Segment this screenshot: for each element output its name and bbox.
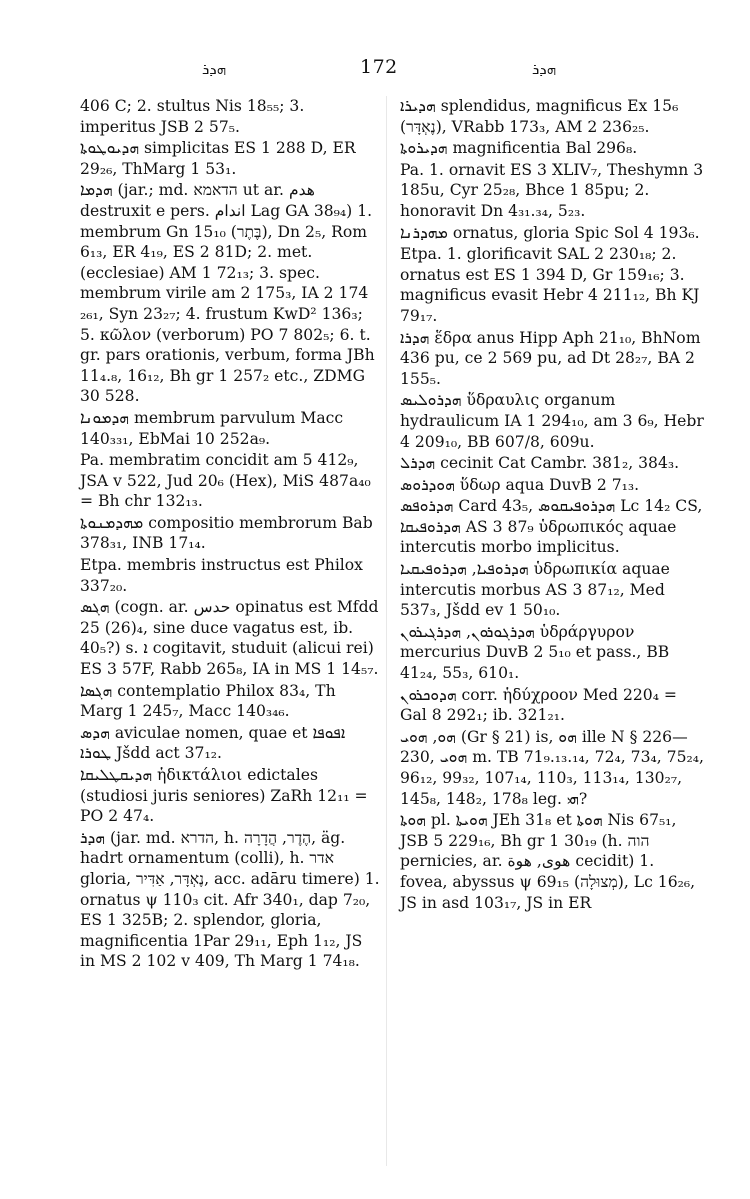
- entry-text: Etpa. 1. glorificavit SAL 2 230₁₈; 2. ornatus est ES 1 394 D, Gr 159₁₆; 3. magnificus evasit Hebr 4 211₁₂, Bh KJ 79₁₇.: [400, 245, 700, 325]
- entry-text: ܡܗܕܪܢܐ ornatus, gloria Spic Sol 4 193₆.: [400, 223, 700, 242]
- page-number: 172: [360, 56, 398, 78]
- entry-text: ܗܕܡܘܢܐ membrum parvulum Macc 140₃₃₁, EbMai 10 252a₉.: [80, 408, 344, 448]
- column-divider: [386, 96, 387, 1166]
- header-right-catchword: ܗܕܪ: [532, 60, 557, 78]
- right-column: [400, 96, 706, 914]
- entry-text: ܗܕܪܐ ἕδρα anus Hipp Aph 21₁₀, BhNom 436 pu, ce 2 569 pu, ad Dt 28₂₇, BA 2 155₅.: [400, 328, 701, 388]
- entry-text: ܗܕܝܘܛܘܬܐ simplicitas ES 1 288 D, ER 29₂₆, ThMarg 1 53₁.: [80, 139, 356, 178]
- entry-text: ܗܕܪܠ cecinit Cat Cambr. 381₂, 384₃.: [400, 454, 680, 473]
- page-header: [70, 56, 690, 86]
- entry-text: ܗܕܪܘܦܝܐ, ܗܕܪܘܦܝܩܝܐ ὑδρωπικία aquae intercutis morbus AS 3 87₁₂, Med 537₃, Jšdd ev 1 50₁₀.: [400, 560, 670, 620]
- entry-text: ܗܓܣܐ contemplatio Philox 83₄, Th Marg 1 245₇, Macc 140₃₄₆.: [80, 681, 336, 721]
- entry-text: ܗܕܪܘܦܣ Card 43₅, ܗܕܪܘܦܝܩܘܣ Lc 14₂ CS, ܗܕܪܘܦܝܩܐ AS 3 87₉ ὑδρωπικός aquae intercutis morbo implicitus.: [400, 497, 703, 557]
- entry-text: ܗܕܝܪܐ splendidus, magnificus Ex 15₆ (נֶאְדָּר), VRabb 173₃, AM 2 236₂₅.: [400, 97, 679, 136]
- entry-text: Etpa. membris instructus est Philox 337₂₀.: [80, 556, 363, 595]
- left-column: [80, 96, 380, 973]
- entry-text: ܗܕܝܩܛܠܝܩܐ ἡδικτάλιοι edictales (studiosi juris seniores) ZaRh 12₁₁ = PO 2 47₄.: [80, 766, 368, 826]
- entry-text: ܗܕܘܟܪܘܢ corr. ἡδύχροον Med 220₄ = Gal 8 292₁; ib. 321₂₁.: [400, 685, 677, 725]
- entry-text: ܗܓܣ (cogn. ar. حدس opinatus est Mfdd 25 (26)₄, sine duce vagatus est, ib. 40₅?) s. ܐ cogitavit, studuit (alicui rei) ES 3 57F, Rabb 265₈, IA in MS 1 14₅₇.: [80, 598, 379, 679]
- header-left-catchword: ܗܕܪ: [202, 60, 227, 78]
- entry-text: ܗܕܡܐ (jar.; md. הדאמא ut ar. هدم destruxit e pers. اندام Lag GA 38₉₄) 1. membrum Gn 15₁₀ (בֶּתֶר), Dn 2₅, Rom 6₁₃, ER 4₁₉, ES 2 81D; 2. met. (ecclesiae) AM 1 72₁₃; 3. spec. membrum virile am 2 175₃, IA 2 174 ₂₆₁, Syn 23₂₇; 4. frustum KwD² 136₃; 5. κῶλον (verborum) PO 7 802₅; 6. t. gr. pars orationis, verbum, forma JBh 11₄.₈, 16₁₂, Bh gr 1 257₂ etc., ZDMG 30 528.: [80, 181, 375, 406]
- entry-text: ܗܕܝܪܘܬܐ magnificentia Bal 296₈.: [400, 139, 638, 158]
- entry-text: ܗܕܪܓܘܪܘܢ, ܗܕܪܓܝܪܘܢ ὑδράργυρον mercurius DuvB 2 5₁₀ et pass., BB 41₂₄, 55₃, 610₁.: [400, 622, 670, 683]
- entry-text: Pa. 1. ornavit ES 3 XLIV₇, Theshymn 3 185u, Cyr 25₂₈, Bhce 1 85pu; 2. honoravit Dn 4₃₁.₃₄, 5₂₃.: [400, 160, 704, 220]
- entry-text: ܗܘ, ܗܘܝ (Gr § 21) is, ܗܘ ille N § 226—230, ܗܘܝ m. TB 71₉.₁₃.₁₄, 72₄, 73₄, 75₂₄, 96₁₂, 99₃₂, 107₁₄, 110₃, 113₁₄, 130₂₇, 145₈, 148₂, 178₈ leg. ܗܝ?: [400, 727, 704, 808]
- entry-text: ܗܕܪܘܠܝܣ ὕδραυλις organum hydraulicum IA 1 294₁₀, am 3 6₉, Hebr 4 209₁₀, BB 607/8, 609u.: [400, 391, 704, 451]
- entry-text: Pa. membratim concidit am 5 412₉, JSA v 522, Jud 20₆ (Hex), MiS 487a₄₀ = Bh chr 132₁₃.: [80, 451, 371, 511]
- entry-text: ܗܘܬܐ pl. ܗܘܝܬܐ JEh 31₈ et ܗܘܬܐ Nis 67₅₁, JSB 5 229₁₆, Bh gr 1 30₁₉ (h. הוה pernicies, ar. هوى, هوة cecidit) 1. fovea, abyssus ψ 69₁₅ (מְצוּלָה), Lc 16₂₆, JS in asd 103₁₇, JS in ER: [400, 811, 696, 912]
- entry-text: ܡܗܕܡܢܘܬܐ compositio membrorum Bab 378₃₁, INB 17₁₄.: [80, 513, 373, 553]
- entry-text: ܗܕܣ aviculae nomen, quae et ܐܦܘܦܐ ܛܘܪܐ Jšdd act 37₁₂.: [80, 723, 346, 763]
- entry-text: 406 C; 2. stultus Nis 18₅₅; 3. imperitus JSB 2 57₅.: [80, 97, 305, 136]
- entry-text: ܗܘܕܪܘܣ ὕδωρ aqua DuvB 2 7₁₃.: [400, 475, 640, 494]
- entry-text: ܗܕܪ (jar. md. הדרא, h. הֶדֶר, הֲדָרָה, äg. hadrt ornamentum (colli), h. אדר gloria, נֶאְדָּר, אַדִּיר, acc. adāru timere) 1. ornatus ψ 110₃ cit. Afr 340₁, dap 7₂₀, ES 1 325B; 2. splendor, gloria, magnificentia 1Par 29₁₁, Eph 1₁₂, JS in MS 2 102 v 409, Th Marg 1 74₁₈.: [80, 828, 380, 971]
